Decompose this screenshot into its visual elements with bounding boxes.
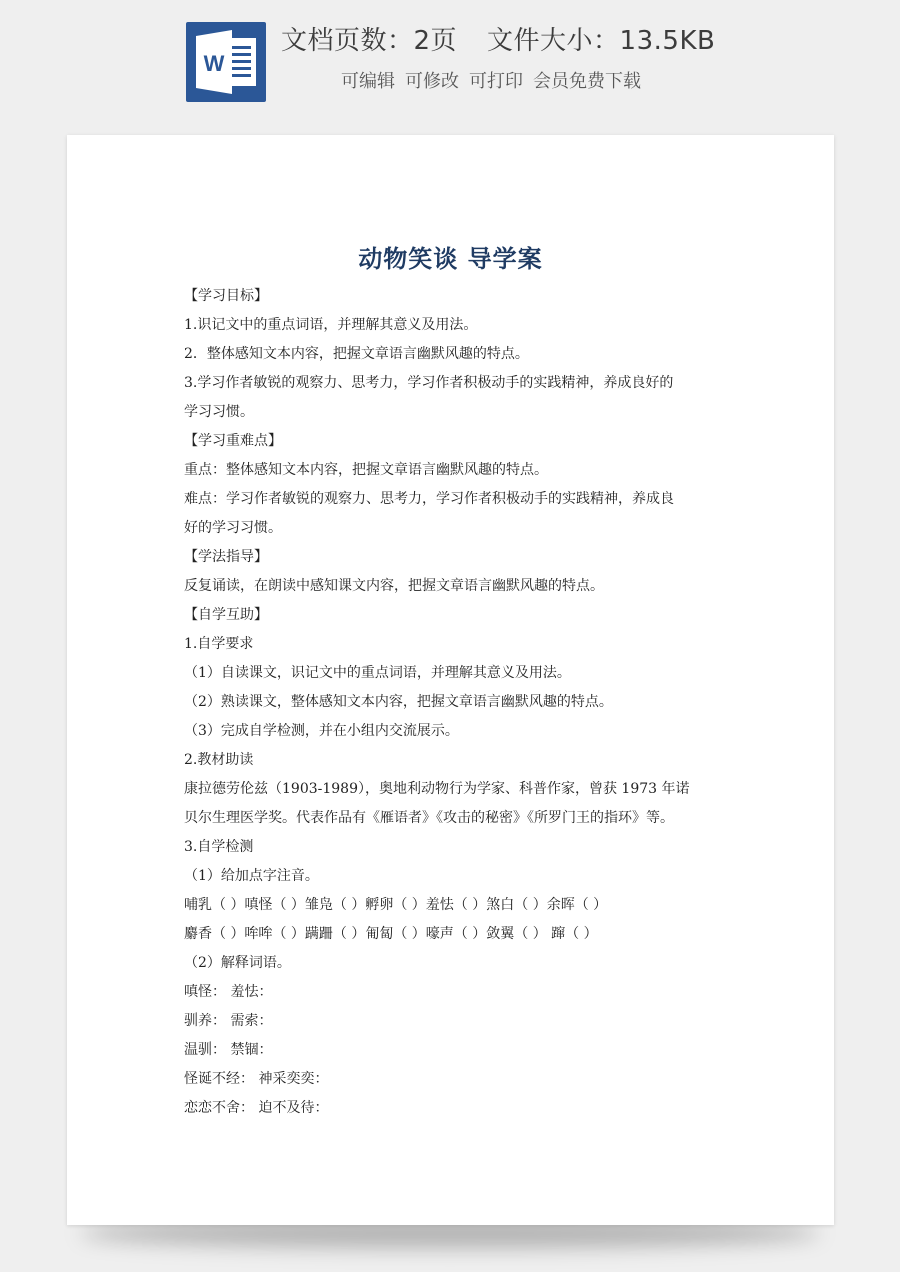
text-line: （1）自读课文，识记文中的重点词语，并理解其意义及用法。 <box>184 665 571 681</box>
file-info-title <box>281 20 715 57</box>
feature-free-download: 会员免费下载 <box>533 71 641 92</box>
document-page <box>67 135 834 1225</box>
text-line: 康拉德劳伦兹（1903-1989），奥地利动物行为学家、科普作家，曾获 1973 年诺 <box>184 781 690 797</box>
text-line: 1.自学要求 <box>184 636 254 652</box>
feature-list <box>341 67 651 93</box>
text-line: 反复诵读，在朗读中感知课文内容，把握文章语言幽默风趣的特点。 <box>184 578 604 594</box>
vocab-exercise-line: 温驯： 禁锢： <box>184 1042 273 1058</box>
vocab-exercise-line: 恋恋不舍： 迫不及待： <box>184 1100 329 1116</box>
feature-editable: 可编辑 <box>341 71 395 92</box>
page-count: 文档页数：2页 <box>281 26 458 56</box>
feature-modifiable: 可修改 <box>405 71 459 92</box>
download-banner <box>0 0 900 120</box>
text-line: （1）给加点字注音。 <box>184 868 319 884</box>
text-line: （2）解释词语。 <box>184 955 291 971</box>
vocab-exercise-line: 驯养： 需索： <box>184 1013 273 1029</box>
section-heading: 【学法指导】 <box>184 549 268 565</box>
text-line: 难点：学习作者敏锐的观察力、思考力，学习作者积极动手的实践精神，养成良 <box>184 491 674 507</box>
document-body <box>184 282 724 1123</box>
vocab-exercise-line: 怪诞不经： 神采奕奕： <box>184 1071 329 1087</box>
word-document-icon <box>186 22 266 102</box>
section-heading: 【学习重难点】 <box>184 433 282 449</box>
text-line: 重点：整体感知文本内容，把握文章语言幽默风趣的特点。 <box>184 462 548 478</box>
text-line: 好的学习习惯。 <box>184 520 282 536</box>
text-line: 3.学习作者敏锐的观察力、思考力，学习作者积极动手的实践精神，养成良好的 <box>184 375 674 391</box>
document-title: 动物笑谈 导学案 <box>358 245 543 273</box>
text-line: （3）完成自学检测，并在小组内交流展示。 <box>184 723 459 739</box>
text-line: 学习习惯。 <box>184 404 254 420</box>
text-line: 2．整体感知文本内容，把握文章语言幽默风趣的特点。 <box>184 346 529 362</box>
pinyin-exercise-line: 哺乳（ ）嗔怪（ ）雏凫（ ）孵卵（ ）羞怯（ ）煞白（ ）余晖（ ） <box>184 897 608 913</box>
feature-printable: 可打印 <box>469 71 523 92</box>
text-line: （2）熟读课文，整体感知文本内容，把握文章语言幽默风趣的特点。 <box>184 694 613 710</box>
section-heading: 【学习目标】 <box>184 288 268 304</box>
vocab-exercise-line: 嗔怪： 羞怯： <box>184 984 273 1000</box>
text-line: 2.教材助读 <box>184 752 254 768</box>
word-icon-letter: W <box>203 51 225 76</box>
text-line: 1.识记文中的重点词语，并理解其意义及用法。 <box>184 317 478 333</box>
file-size: 文件大小：13.5KB <box>487 26 716 56</box>
section-heading: 【自学互助】 <box>184 607 268 623</box>
text-line: 3.自学检测 <box>184 839 254 855</box>
pinyin-exercise-line: 麝香（ ）哞哞（ ）蹒跚（ ）匍匐（ ）嚎声（ ）敛翼（ ） 蹿（ ） <box>184 926 598 942</box>
text-line: 贝尔生理医学奖。代表作品有《雁语者》《攻击的秘密》《所罗门王的指环》等。 <box>184 810 674 826</box>
